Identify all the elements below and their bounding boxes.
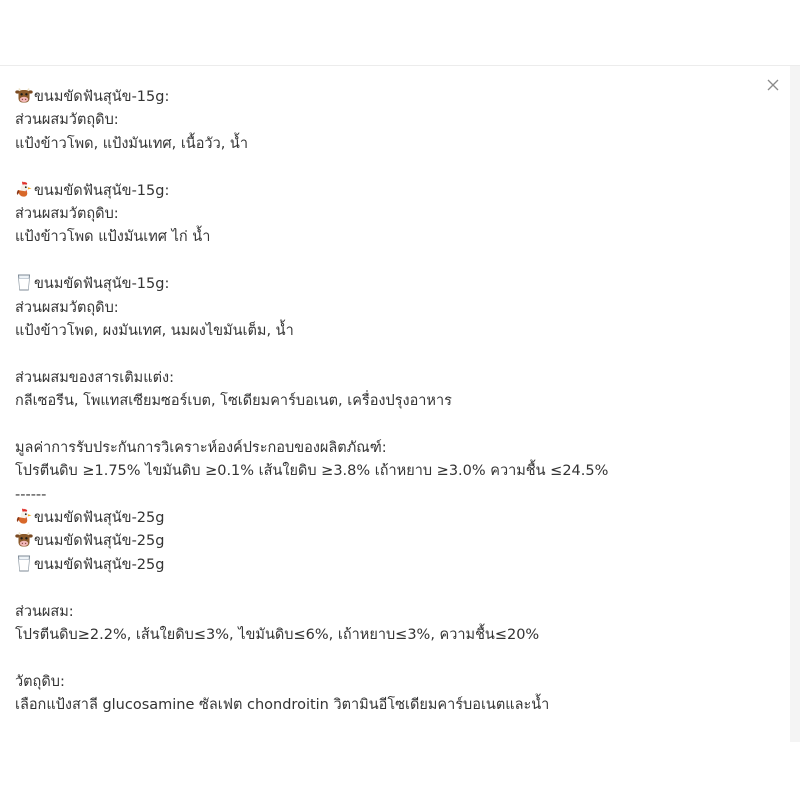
scrollbar-track[interactable] xyxy=(790,66,800,742)
additives-text: กลีเซอรีน, โพแทสเซียมซอร์เบต, โซเดียมคาร์บอเนต, เครื่องปรุงอาหาร xyxy=(15,393,452,410)
composition-label: ส่วนผสม: xyxy=(15,603,74,620)
product-title: ขนมขัดฟันสุนัข-25g xyxy=(34,533,165,550)
rooster-icon xyxy=(15,181,33,198)
ingredients-label: ส่วนผสมวัตถุดิบ: xyxy=(15,299,119,316)
milk-glass-icon xyxy=(15,274,33,291)
product-title: ขนมขัดฟันสุนัข-15g: xyxy=(34,182,170,199)
raw-materials-text: เลือกแป้งสาลี glucosamine ซัลเฟต chondroitin วิตามินอีโซเดียมคาร์บอเนตและน้ำ xyxy=(15,697,550,714)
cow-face-icon xyxy=(15,531,33,548)
product-title-chicken-25g xyxy=(15,507,775,530)
ingredients-text: แป้งข้าวโพด แป้งมันเทศ ไก่ น้ำ xyxy=(15,229,211,246)
cow-face-icon xyxy=(15,87,33,104)
product-title-beef-15g xyxy=(15,86,775,109)
product-description xyxy=(15,86,775,718)
guaranteed-analysis-label: มูลค่าการรับประกันการวิเคราะห์องค์ประกอบของผลิตภัณฑ์: xyxy=(15,439,387,456)
product-title-chicken-15g xyxy=(15,180,775,203)
ingredients-text: แป้งข้าวโพด, แป้งมันเทศ, เนื้อวัว, น้ำ xyxy=(15,135,248,152)
milk-glass-icon xyxy=(15,555,33,572)
additives-label: ส่วนผสมของสารเติมแต่ง: xyxy=(15,369,174,386)
ingredients-label: ส่วนผสมวัตถุดิบ: xyxy=(15,112,119,129)
top-bar xyxy=(0,0,800,66)
ingredients-label: ส่วนผสมวัตถุดิบ: xyxy=(15,205,119,222)
product-title-milk-25g xyxy=(15,554,775,577)
product-title-beef-25g xyxy=(15,530,775,553)
product-title: ขนมขัดฟันสุนัข-15g: xyxy=(34,276,170,293)
separator: ------ xyxy=(15,486,47,503)
product-title: ขนมขัดฟันสุนัข-25g xyxy=(34,510,165,527)
raw-materials-label: วัตถุดิบ: xyxy=(15,673,65,690)
composition-text: โปรตีนดิบ≥2.2%, เส้นใยดิบ≤3%, ไขมันดิบ≤6%, เถ้าหยาบ≤3%, ความชื้น≤20% xyxy=(15,626,540,643)
ingredients-text: แป้งข้าวโพด, ผงมันเทศ, นมผงไขมันเต็ม, น้ำ xyxy=(15,322,294,339)
product-title: ขนมขัดฟันสุนัข-25g xyxy=(34,556,165,573)
rooster-icon xyxy=(15,508,33,525)
product-title: ขนมขัดฟันสุนัข-15g: xyxy=(34,89,170,105)
guaranteed-analysis-text: โปรตีนดิบ ≥1.75% ไขมันดิบ ≥0.1% เส้นใยดิบ ≥3.8% เถ้าหยาบ ≥3.0% ความชื้น ≤24.5% xyxy=(15,463,609,480)
product-title-milk-15g xyxy=(15,273,775,296)
